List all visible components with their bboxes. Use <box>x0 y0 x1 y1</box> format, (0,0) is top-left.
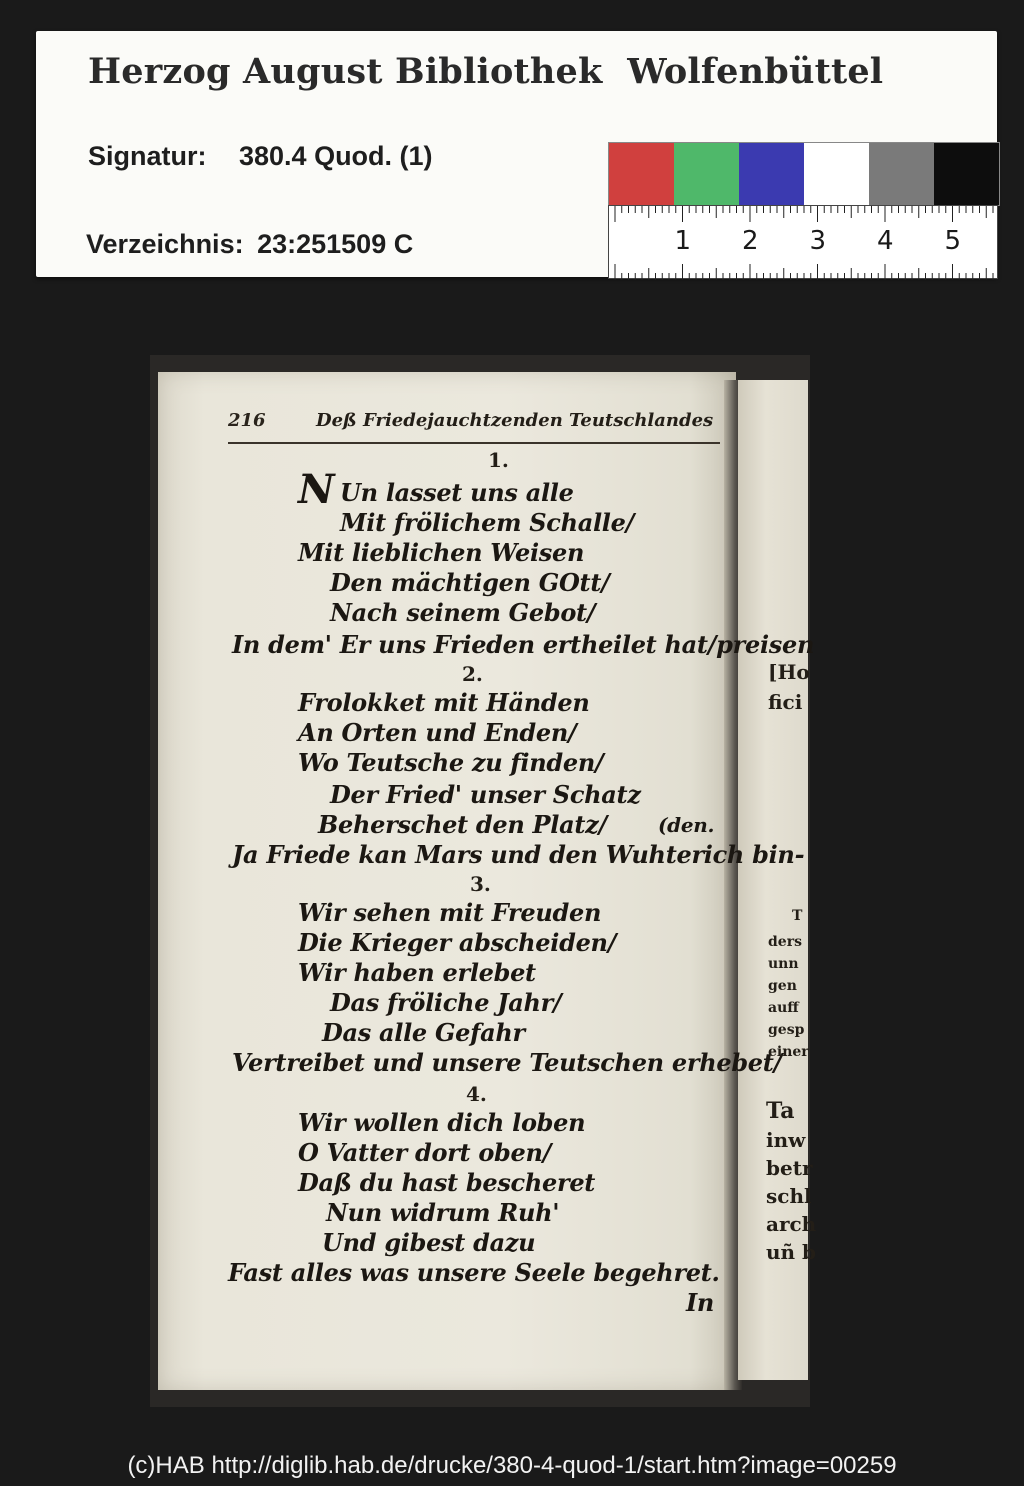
verse-line: Nach seinem Gebot/ <box>330 598 596 627</box>
facing-fragment: fici <box>768 690 803 714</box>
verse-line: Das fröliche Jahr/ <box>330 988 562 1017</box>
signatur-value: 380.4 Quod. (1) <box>239 141 433 171</box>
stanza-number: 3. <box>470 872 491 896</box>
ruler-number: 2 <box>742 226 759 256</box>
ruler-ticks <box>609 206 999 280</box>
verse-line: Wir sehen mit Freuden <box>298 898 602 927</box>
facing-fragment: uñ b <box>766 1240 817 1264</box>
facing-fragment: inw <box>766 1128 806 1152</box>
copyright-url-caption: (c)HAB http://diglib.hab.de/drucke/380-4-quod-1/start.htm?image=00259 <box>127 1452 897 1479</box>
facing-fragment: T <box>792 908 803 924</box>
ruler-number: 4 <box>877 226 894 256</box>
stanza-number: 1. <box>488 448 509 472</box>
ruler-number: 5 <box>944 226 962 256</box>
verse-line: Die Krieger abscheiden/ <box>298 928 617 957</box>
running-head <box>228 408 720 444</box>
verse-line: Wir haben erlebet <box>298 958 536 987</box>
institution-name: Herzog August Bibliothek Wolfenbüttel <box>88 51 884 92</box>
page-number: 216 <box>228 410 266 431</box>
ruler-number: 1 <box>674 226 692 256</box>
facing-fragment: [Ho <box>768 660 810 684</box>
stanza-number: 4. <box>466 1082 487 1106</box>
facing-fragment: unn <box>768 956 799 972</box>
verse-line: Nun widrum Ruh' <box>326 1198 560 1227</box>
head-rule <box>228 442 720 444</box>
drop-cap: N <box>298 466 335 513</box>
verse-line: Frolokket mit Händen <box>298 688 590 717</box>
verse-line: Wir wollen dich loben <box>298 1108 586 1137</box>
stanza-number: 2. <box>462 662 483 686</box>
verse-line: O Vatter dort oben/ <box>298 1138 552 1167</box>
color-patch <box>804 143 869 205</box>
signatur-label: Signatur: <box>88 141 207 171</box>
color-patch <box>934 143 999 205</box>
running-title: Deß Friedejauchtzenden Teutschlandes <box>316 410 714 431</box>
verzeichnis-label: Verzeichnis: <box>86 229 244 259</box>
catchword: In <box>686 1288 715 1317</box>
verse-line: An Orten und Enden/ <box>298 718 577 747</box>
signatur-row <box>88 141 433 172</box>
ruler-number: 3 <box>809 226 827 256</box>
verse-line: Der Fried' unser Schatz <box>330 780 641 809</box>
verse-line: Ja Friede kan Mars und den Wuhterich bin- <box>232 840 805 869</box>
color-patch <box>739 143 804 205</box>
verse-line: Fast alles was unsere Seele begehret. <box>228 1258 720 1287</box>
facing-fragment: Ta <box>766 1098 795 1124</box>
verse-line: Mit lieblichen Weisen <box>298 538 585 567</box>
color-patch <box>869 143 934 205</box>
verse-line: Wo Teutsche zu finden/ <box>298 748 604 777</box>
verse-line: Beherschet den Platz/ <box>318 810 607 839</box>
facing-fragment: arch <box>766 1212 817 1236</box>
facing-fragment: gesp <box>768 1022 805 1038</box>
color-patch <box>609 143 674 205</box>
verse-line: Mit frölichem Schalle/ <box>340 508 635 537</box>
verse-line: In dem' Er uns Frieden ertheilet hat/preisen <box>232 630 815 659</box>
measurement-ruler <box>608 205 998 279</box>
verse-line: Daß du hast bescheret <box>298 1168 596 1197</box>
facing-fragment: ders <box>768 934 802 950</box>
facing-fragment: auff <box>768 1000 799 1016</box>
library-label-card <box>36 31 997 277</box>
facing-fragment: gen <box>768 978 797 994</box>
verse-line: Und gibest dazu <box>322 1228 536 1257</box>
color-patch <box>674 143 739 205</box>
turnover-word: (den. <box>658 813 715 837</box>
verse-line: Vertreibet und unsere Teutschen erhebet/ <box>232 1048 783 1077</box>
facing-fragment: schl <box>766 1184 812 1208</box>
verse-line: Den mächtigen GOtt/ <box>330 568 610 597</box>
verzeichnis-row <box>86 229 413 260</box>
facing-fragment: einer <box>768 1044 809 1060</box>
verzeichnis-value: 23:251509 C <box>257 229 414 259</box>
verse-line: Das alle Gefahr <box>322 1018 525 1047</box>
verse-line: Un lasset uns alle <box>340 478 574 507</box>
facing-fragment: betr <box>766 1156 813 1180</box>
color-calibration-strip <box>608 142 1000 206</box>
